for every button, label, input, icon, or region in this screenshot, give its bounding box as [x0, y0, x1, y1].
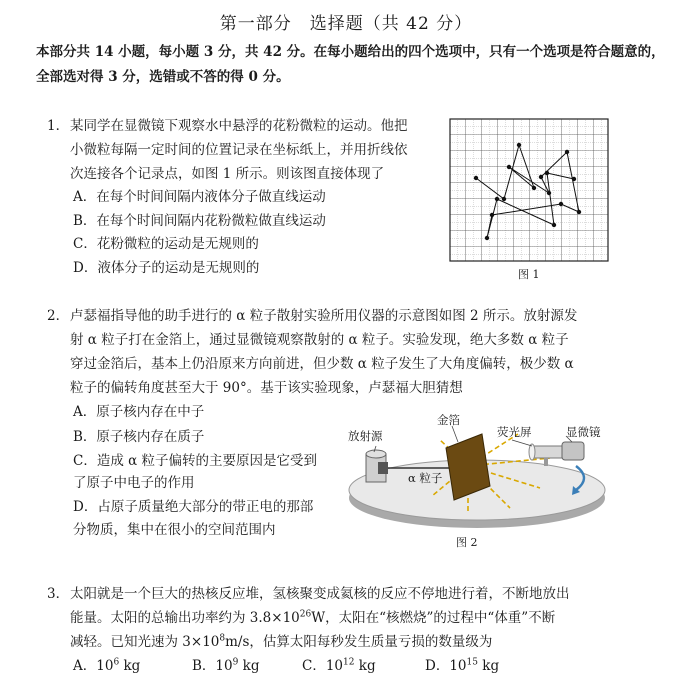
q2-stem-line-1: 卢瑟福指导他的助手进行的 α 粒子散射实验所用仪器的示意图如图 2 所示。放射源发 [70, 308, 578, 324]
q3-stem-line-3: 减轻。已知光速为 $3\times 10^8m/s$，估算太阳每秒发生质量亏损的数量级为 [70, 633, 493, 650]
q1-stem-line-2: 小微粒每隔一定时间的位置记录在坐标纸上，并用折线依 [70, 142, 408, 158]
q2-option-c[interactable]: C．造成 α 粒子偏转的主要原因是它受到 [73, 453, 318, 469]
q2-stem-line-3: 穿过金箔后，基本上仍沿原来方向前进，但少数 α 粒子发生了大角度偏转，极少数 α [70, 356, 574, 372]
q3-stem-line-2: 能量。太阳的总输出功率约为 $3.8\times 10^{26}W$，太阳在“核燃烧”的过程中“体重”不断 [70, 609, 556, 626]
q3-option-b[interactable]: B．$10^9$ kg [192, 657, 260, 674]
q2-number: 2． [47, 308, 70, 324]
microscope [529, 442, 584, 466]
q2-option-a[interactable]: A．原子核内存在中子 [73, 404, 205, 420]
q3-option-d[interactable]: D．$10^{15}$ kg [425, 657, 500, 674]
label-gold-foil: 金箔 [437, 413, 460, 427]
label-radioactive-source: 放射源 [348, 429, 383, 443]
q1-stem-line-3: 次连接各个记录点，如图 1 所示。则该图直接体现了 [70, 166, 385, 182]
q3-option-c[interactable]: C．$10^{12}$ kg [302, 657, 376, 674]
q2-option-d[interactable]: D．占原子质量绝大部分的带正电的那部 [73, 499, 314, 515]
radioactive-source [366, 450, 388, 482]
q2-option-c-cont: 了原子中电子的作用 [73, 475, 195, 491]
q1-option-d[interactable]: D．液体分子的运动是无规则的 [73, 260, 260, 276]
label-microscope: 显微镜 [566, 425, 601, 439]
figure-1-caption: 图 1 [518, 268, 540, 281]
q1-option-b[interactable]: B．在每个时间间隔内花粉微粒做直线运动 [73, 213, 326, 229]
q2-stem-line-2: 射 α 粒子打在金箔上，通过显微镜观察散射的 α 粒子。实验发现，绝大多数 α 粒子 [70, 332, 569, 348]
q3-number: 3． [47, 586, 70, 602]
q1-option-c[interactable]: C．花粉微粒的运动是无规则的 [73, 236, 259, 252]
figure-1-brownian-grid [449, 118, 609, 262]
q3-option-a[interactable]: A．$10^6$ kg [73, 657, 141, 674]
q1-stem-line-1: 某同学在显微镜下观察水中悬浮的花粉微粒的运动。他把 [70, 118, 408, 134]
q2-stem-line-4: 粒子的偏转角度甚至大于 90°。基于该实验现象，卢瑟福大胆猜想 [70, 380, 463, 396]
q2-option-b[interactable]: B．原子核内存在质子 [73, 429, 205, 445]
figure-2-caption: 图 2 [456, 536, 478, 549]
q1-number: 1． [47, 118, 70, 134]
section-title: 第一部分 选择题（共 42 分） [219, 14, 473, 34]
section-intro: 本部分共 14 小题，每小题 3 分，共 42 分。在每小题给出的四个选项中，只有一个选项是符合题意的，全部选对得 3 分，选错或不答的得 0 分。 [36, 44, 665, 85]
label-fluorescent-screen: 荧光屏 [497, 425, 532, 439]
label-alpha-particle: α 粒子 [408, 471, 443, 485]
q2-option-d-cont: 分物质，集中在很小的空间范围内 [73, 522, 276, 538]
q1-option-a[interactable]: A．在每个时间间隔内液体分子做直线运动 [73, 189, 326, 205]
q3-stem-line-1: 太阳就是一个巨大的热核反应堆，氢核聚变成氦核的反应不停地进行着，不断地放出 [70, 586, 570, 602]
